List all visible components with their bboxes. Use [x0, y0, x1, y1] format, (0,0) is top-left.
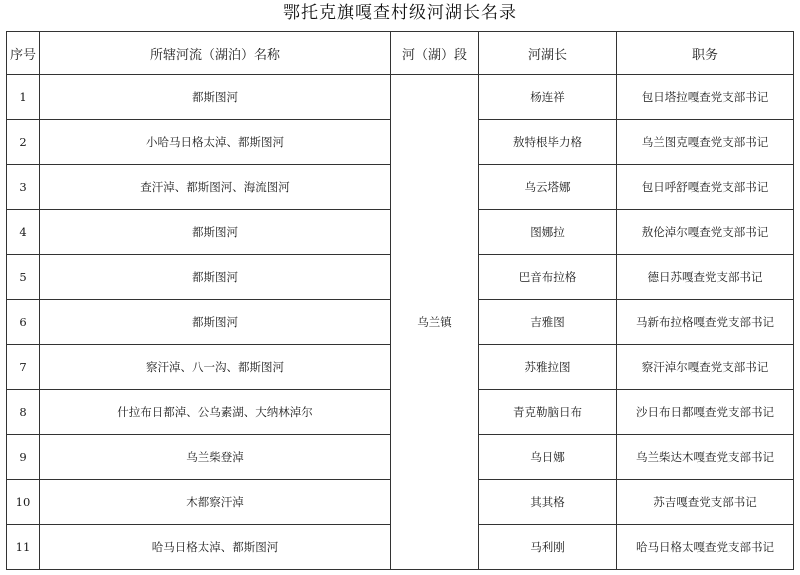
cell-seq: 11 — [7, 525, 40, 570]
cell-river: 哈马日格太淖、都斯图河 — [40, 525, 391, 570]
cell-seq: 4 — [7, 210, 40, 255]
cell-duty: 苏吉嘎查党支部书记 — [617, 480, 794, 525]
cell-river: 都斯图河 — [40, 75, 391, 120]
cell-seq: 10 — [7, 480, 40, 525]
cell-seq: 3 — [7, 165, 40, 210]
cell-chief: 马利刚 — [479, 525, 617, 570]
cell-seq: 1 — [7, 75, 40, 120]
cell-seq: 5 — [7, 255, 40, 300]
cell-chief: 乌云塔娜 — [479, 165, 617, 210]
cell-river: 什拉布日都淖、公乌素湖、大纳林淖尔 — [40, 390, 391, 435]
cell-duty: 敖伦淖尔嘎查党支部书记 — [617, 210, 794, 255]
cell-seq: 7 — [7, 345, 40, 390]
header-chief: 河湖长 — [479, 32, 617, 75]
cell-seq: 8 — [7, 390, 40, 435]
cell-duty: 哈马日格太嘎查党支部书记 — [617, 525, 794, 570]
table-row — [7, 75, 794, 120]
cell-river: 都斯图河 — [40, 210, 391, 255]
cell-duty: 乌兰柴达木嘎查党支部书记 — [617, 435, 794, 480]
header-seq: 序号 — [7, 32, 40, 75]
cell-river: 都斯图河 — [40, 255, 391, 300]
cell-river: 查汗淖、都斯图河、海流图河 — [40, 165, 391, 210]
cell-duty: 包日呼舒嘎查党支部书记 — [617, 165, 794, 210]
cell-river: 乌兰柴登淖 — [40, 435, 391, 480]
cell-chief: 图娜拉 — [479, 210, 617, 255]
cell-river: 木都察汗淖 — [40, 480, 391, 525]
cell-duty: 马新布拉格嘎查党支部书记 — [617, 300, 794, 345]
cell-chief: 巴音布拉格 — [479, 255, 617, 300]
cell-seq: 2 — [7, 120, 40, 165]
cell-chief: 敖特根毕力格 — [479, 120, 617, 165]
cell-seq: 6 — [7, 300, 40, 345]
cell-river: 察汗淖、八一沟、都斯图河 — [40, 345, 391, 390]
cell-chief: 苏雅拉图 — [479, 345, 617, 390]
cell-duty: 乌兰图克嘎查党支部书记 — [617, 120, 794, 165]
header-river: 所辖河流（湖泊）名称 — [40, 32, 391, 75]
cell-chief: 杨连祥 — [479, 75, 617, 120]
document-title: 鄂托克旗嘎查村级河湖长名录 — [283, 3, 517, 23]
cell-duty: 沙日布日都嘎查党支部书记 — [617, 390, 794, 435]
cell-duty: 包日塔拉嘎查党支部书记 — [617, 75, 794, 120]
cell-seq: 9 — [7, 435, 40, 480]
header-row — [7, 32, 794, 75]
cell-river: 小哈马日格太淖、都斯图河 — [40, 120, 391, 165]
cell-duty: 德日苏嘎查党支部书记 — [617, 255, 794, 300]
river-chief-roster-table — [6, 31, 794, 570]
cell-chief: 乌日娜 — [479, 435, 617, 480]
cell-chief: 其其格 — [479, 480, 617, 525]
cell-duty: 察汗淖尔嘎查党支部书记 — [617, 345, 794, 390]
cell-chief: 吉雅图 — [479, 300, 617, 345]
header-town: 河（湖）段 — [391, 32, 479, 75]
cell-river: 都斯图河 — [40, 300, 391, 345]
cell-town: 乌兰镇 — [391, 75, 479, 570]
header-duty: 职务 — [617, 32, 794, 75]
cell-chief: 青克勒脑日布 — [479, 390, 617, 435]
